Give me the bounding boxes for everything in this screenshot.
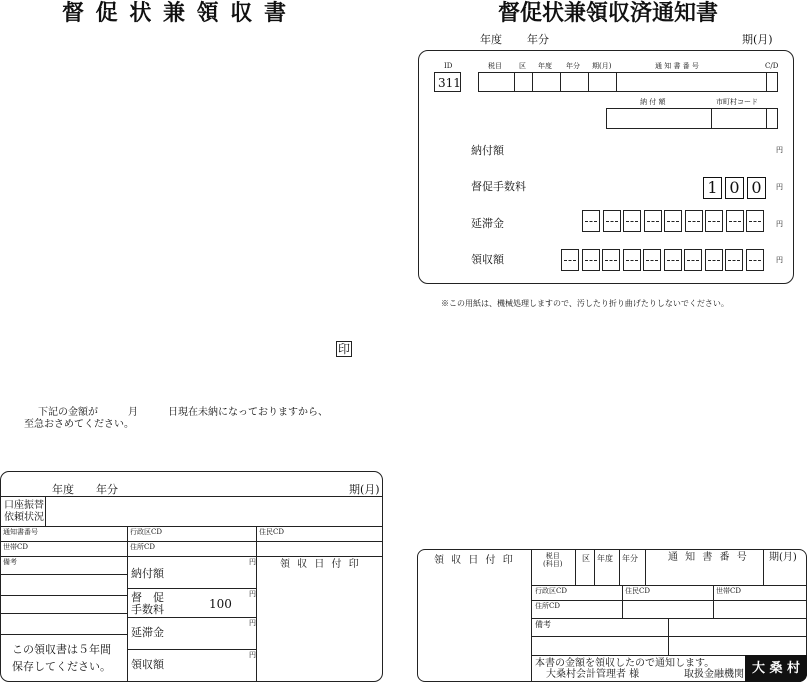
row-paid: 納付額 [471,144,504,157]
received-digit-box-2 [582,249,600,271]
col-year: 年度 [538,62,552,70]
late-digit-box-8 [726,210,744,232]
late-digit-box-1 [582,210,600,232]
header-year: 年度 [480,33,502,46]
received-digit-box-4 [623,249,641,271]
row-late: 延滞金 [471,217,504,230]
fee-digit-1: 1 [703,177,722,199]
rr-remarks: 備考 [535,620,551,629]
village-name: 大 桑 村 [752,661,801,676]
rr-year: 年度 [597,554,613,563]
received-digit-box-6 [664,249,682,271]
rr-resident-cd: 住民CD [625,587,650,595]
rl-notice-no: 通知書番号 [3,528,38,536]
rl-period: 年分 [96,483,118,496]
id-value: 311 [438,76,461,90]
rl-yen-4: 円 [249,651,256,659]
rr-notice-no: 通 知 書 番 号 [668,552,749,563]
received-digit-box-7 [684,249,702,271]
late-digit-box-9 [746,210,764,232]
late-digit-box-6 [685,210,703,232]
received-digit-box-1 [561,249,579,271]
late-digit-box-7 [705,210,723,232]
fee-digit-2: 0 [725,177,744,199]
rr-admin-cd: 行政区CD [535,587,567,595]
late-digit-box-2 [603,210,621,232]
rl-fee: 督 促 手数料 [131,591,164,617]
fee-digit-3: 0 [747,177,766,199]
col-period: 年分 [566,62,580,70]
col-city: 市町村コード [716,98,758,106]
rr-notice-text: 本書の金額を領収したので通知します。 [535,658,715,669]
rl-year: 年度 [52,483,74,496]
yen-2: 円 [776,183,783,191]
right-title: 督促状兼領収済通知書 [498,0,719,26]
rr-ku: 区 [582,554,590,563]
col-term: 期(月) [592,62,612,70]
message-line-2: 至急おさめてください。 [24,419,134,430]
rl-keep-note: この領収書は５年間 保存してください。 [12,643,111,673]
message-line-1: 下記の金額が 月 日現在未納になっておりますから、 [38,407,328,418]
received-digit-box-8 [705,249,723,271]
rr-period: 年分 [622,554,638,563]
id-label: ID [444,62,453,70]
rl-yen-3: 円 [249,619,256,627]
rr-term: 期(月) [769,552,797,563]
rl-yen-1: 円 [249,558,256,566]
yen-3: 円 [776,220,783,228]
rr-bank: 取扱金融機関 [684,669,744,680]
header-month: 期(月) [742,33,773,46]
rl-yen-2: 円 [249,590,256,598]
paid-city-row [606,108,778,129]
col-tax: 税目 [488,62,502,70]
rl-account-transfer: 口座振替 依頼状況 [4,500,44,523]
yen-1: 円 [776,146,783,154]
rl-household-cd: 世帯CD [3,543,28,551]
received-digit-box-10 [746,249,764,271]
yen-4: 円 [776,256,783,264]
rr-accountant: 大桑村会計管理者 様 [546,669,640,680]
code-row [478,72,778,92]
rr-tax: 税目 (科目) [543,552,563,569]
col-notice-no: 通 知 書 番 号 [655,62,699,70]
rl-received: 領収額 [131,658,164,671]
rl-admin-cd: 行政区CD [130,528,162,536]
rl-paid: 納付額 [131,567,164,580]
rl-month: 期(月) [349,483,380,496]
row-received: 領収額 [471,253,504,266]
rl-fee-value: 100 [209,597,232,611]
col-cd: C/D [765,62,779,70]
notice-note: ※この用紙は、機械処理しますので、汚したり折り曲げたりしないでください。 [441,299,729,308]
late-digit-box-4 [644,210,662,232]
rr-receipt-date: 領 収 日 付 印 [434,555,515,566]
rr-household-cd: 世帯CD [716,587,741,595]
rl-late: 延滞金 [131,626,164,639]
rl-receipt-date: 領 収 日 付 印 [280,559,361,570]
rr-address-cd: 住所CD [535,602,560,610]
header-period: 年分 [527,33,549,46]
late-digit-box-5 [664,210,682,232]
rl-address-cd: 住所CD [130,543,155,551]
seal-stamp: 印 [337,342,350,356]
row-fee: 督促手数料 [471,180,526,193]
received-digit-box-5 [643,249,661,271]
received-digit-box-9 [725,249,743,271]
rl-remarks: 備考 [3,558,17,566]
left-title: 督 促 状 兼 領 収 書 [62,0,288,26]
col-paid: 納 付 額 [640,98,666,106]
rl-resident-cd: 住民CD [259,528,284,536]
late-digit-box-3 [623,210,641,232]
received-digit-box-3 [602,249,620,271]
col-ku: 区 [519,62,526,70]
